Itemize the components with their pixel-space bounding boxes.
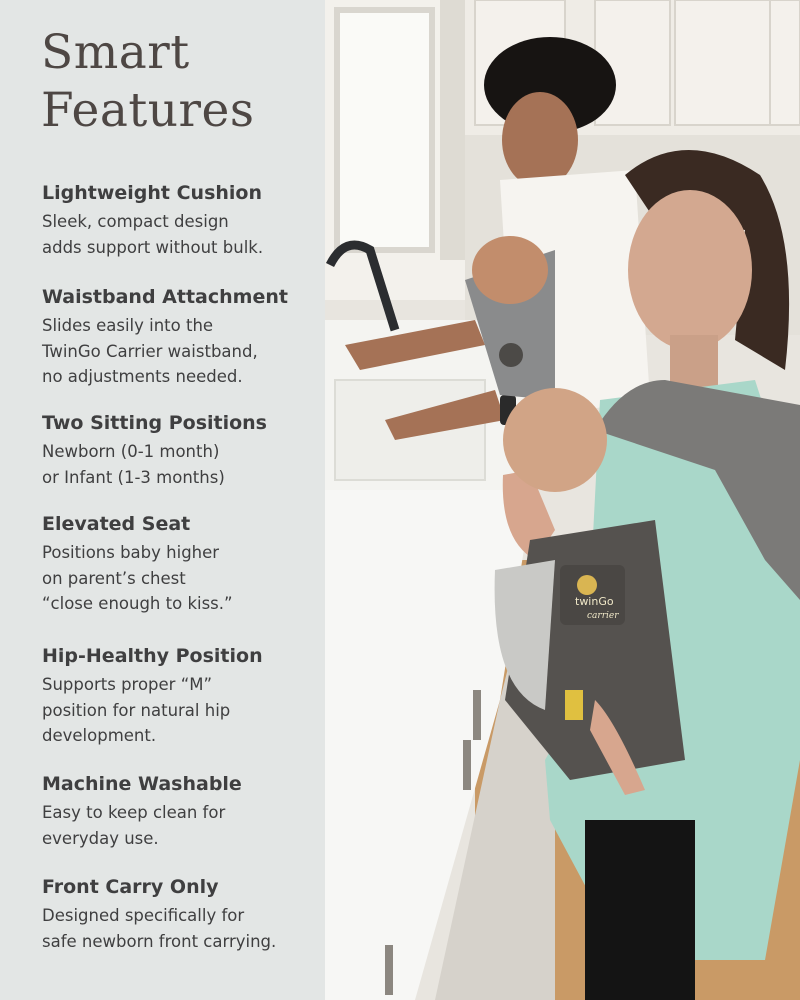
feature-machine-washable [42, 772, 312, 851]
feature-text: Designed specifically for safe newborn front carrying. [42, 906, 277, 951]
features-panel [0, 0, 325, 1000]
feature-text: Easy to keep clean for everyday use. [42, 803, 226, 848]
page-title [41, 24, 254, 140]
feature-text: Supports proper “M” position for natural hip development. [42, 675, 231, 745]
feature-front-carry-only [42, 875, 312, 954]
feature-hip-healthy-position [42, 644, 312, 749]
feature-elevated-seat [42, 512, 312, 617]
feature-text: Newborn (0-1 month) or Infant (1-3 months) [42, 442, 225, 487]
feature-text: Sleek, compact design adds support without bulk. [42, 212, 264, 257]
feature-heading: Two Sitting Positions [42, 412, 267, 434]
title-line-2: Features [41, 83, 255, 138]
feature-heading: Waistband Attachment [42, 286, 288, 308]
kitchen-scene [325, 0, 800, 1000]
feature-lightweight-cushion [42, 181, 312, 260]
feature-heading: Lightweight Cushion [42, 182, 263, 204]
feature-heading: Front Carry Only [42, 876, 219, 898]
baby-head [503, 388, 607, 492]
feature-two-sitting-positions [42, 411, 312, 490]
title-line-1: Smart [41, 25, 190, 80]
logo-mark [577, 575, 597, 595]
feature-text: Positions baby higher on parent’s chest “close enough to kiss.” [42, 543, 233, 613]
feature-text: Slides easily into the TwinGo Carrier waistband, no adjustments needed. [42, 316, 258, 386]
feature-heading: Hip-Healthy Position [42, 645, 263, 667]
feature-heading: Machine Washable [42, 773, 242, 795]
lifestyle-photo [325, 0, 800, 1000]
feature-heading: Elevated Seat [42, 513, 191, 535]
carrier-logo-sub: carrier [587, 611, 619, 621]
feature-waistband-attachment [42, 285, 312, 390]
carrier-logo: twinGo [575, 595, 614, 608]
